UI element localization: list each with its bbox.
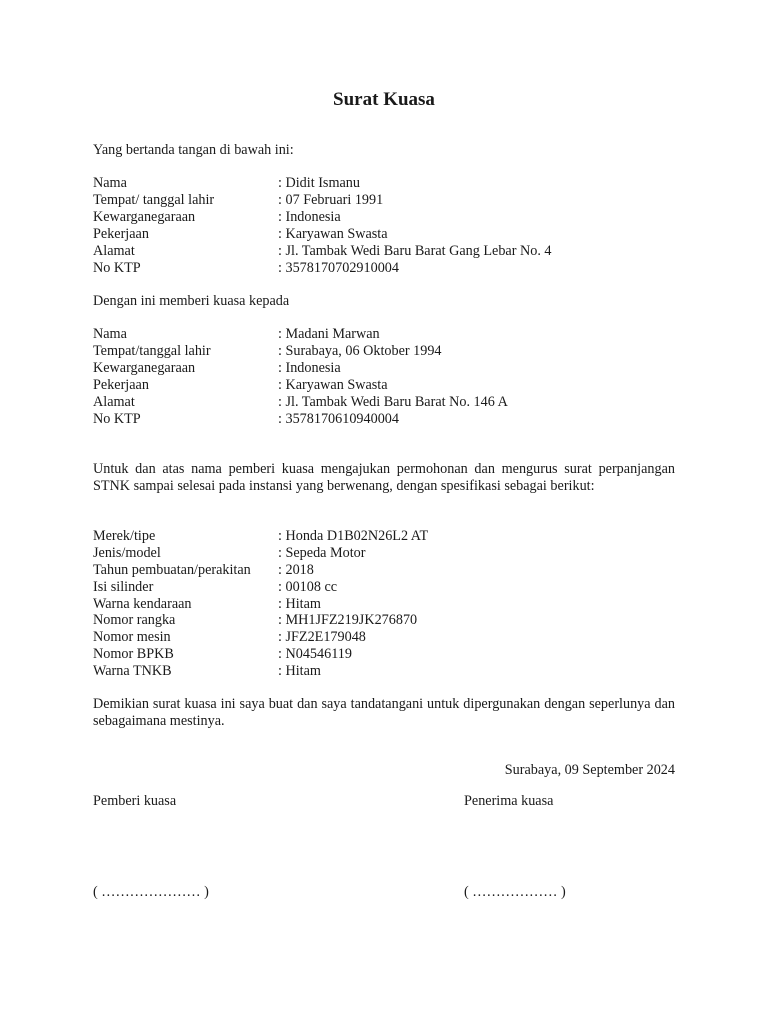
field-label: Nama — [93, 326, 127, 342]
field-value: : Karyawan Swasta — [278, 226, 388, 242]
field-value: : Jl. Tambak Wedi Baru Barat Gang Lebar No. 4 — [278, 243, 552, 259]
field-value: : 07 Februari 1991 — [278, 192, 384, 208]
grant-statement: Dengan ini memberi kuasa kepada — [93, 293, 290, 309]
purpose-paragraph: Untuk dan atas nama pemberi kuasa mengajukan permohonan dan mengurus surat perpanjangan STNK sampai selesai pada instansi yang berwenang, dengan spesifikasi sebagai berikut: — [93, 461, 675, 494]
closing-paragraph: Demikian surat kuasa ini saya buat dan saya tandatangani untuk dipergunakan dengan seperlunya dan sebagaimana mestinya. — [93, 696, 675, 729]
field-label: Nama — [93, 175, 127, 191]
field-label: No KTP — [93, 260, 141, 276]
field-value: : Madani Marwan — [278, 326, 380, 342]
field-label: Jenis/model — [93, 545, 161, 561]
field-value: : Sepeda Motor — [278, 545, 366, 561]
field-value: : Surabaya, 06 Oktober 1994 — [278, 343, 442, 359]
field-value: : N04546119 — [278, 646, 352, 662]
field-label: Nomor mesin — [93, 629, 171, 645]
field-label: No KTP — [93, 411, 141, 427]
intro-text: Yang bertanda tangan di bawah ini: — [93, 142, 294, 158]
grantee-signature-line: ( ……………… ) — [464, 884, 566, 900]
field-value: : 2018 — [278, 562, 314, 578]
grantor-signature-line: ( ………………… ) — [93, 884, 209, 900]
field-value: : Didit Ismanu — [278, 175, 360, 191]
field-value: : Hitam — [278, 663, 321, 679]
document-title: Surat Kuasa — [333, 89, 435, 110]
field-label: Nomor BPKB — [93, 646, 174, 662]
field-label: Alamat — [93, 243, 135, 259]
field-value: : Honda D1B02N26L2 AT — [278, 528, 429, 544]
field-label: Isi silinder — [93, 579, 154, 595]
field-label: Kewarganegaraan — [93, 360, 196, 376]
field-value: : JFZ2E179048 — [278, 629, 366, 645]
grantee-signature-label: Penerima kuasa — [464, 793, 554, 809]
field-label: Warna TNKB — [93, 663, 172, 679]
grantor-signature-label: Pemberi kuasa — [93, 793, 177, 809]
field-value: : Jl. Tambak Wedi Baru Barat No. 146 A — [278, 394, 508, 410]
field-value: : Hitam — [278, 596, 321, 612]
field-label: Warna kendaraan — [93, 596, 192, 612]
field-value: : MH1JFZ219JK276870 — [278, 612, 418, 628]
field-label: Tahun pembuatan/perakitan — [93, 562, 251, 578]
field-label: Tempat/tanggal lahir — [93, 343, 211, 359]
field-label: Nomor rangka — [93, 612, 176, 628]
field-label: Kewarganegaraan — [93, 209, 196, 225]
field-label: Tempat/ tanggal lahir — [93, 192, 215, 208]
field-value: : 3578170610940004 — [278, 411, 399, 427]
field-value: : Indonesia — [278, 360, 341, 376]
field-value: : 3578170702910004 — [278, 260, 399, 276]
field-value: : Karyawan Swasta — [278, 377, 388, 393]
field-label: Pekerjaan — [93, 377, 149, 393]
place-date: Surabaya, 09 September 2024 — [504, 762, 675, 778]
field-label: Alamat — [93, 394, 135, 410]
field-label: Pekerjaan — [93, 226, 149, 242]
field-label: Merek/tipe — [93, 528, 156, 544]
field-value: : 00108 cc — [278, 579, 338, 595]
field-value: : Indonesia — [278, 209, 341, 225]
